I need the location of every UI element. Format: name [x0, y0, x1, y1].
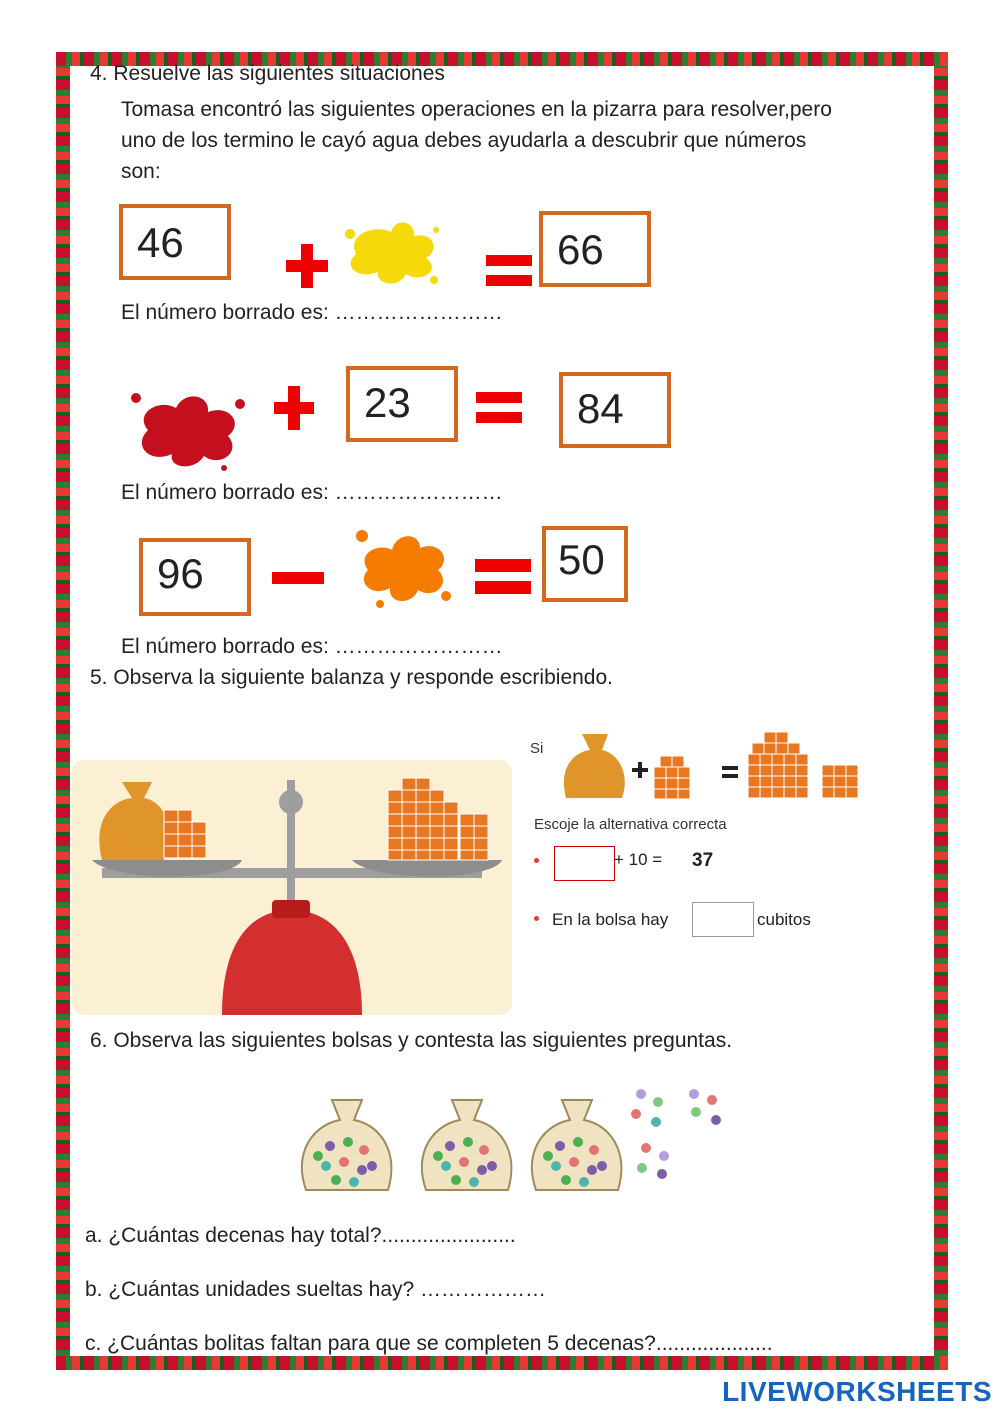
plus-sign-icon — [274, 386, 314, 430]
eq2-answer-label: El número borrado es: …………………… — [121, 481, 503, 504]
result-37: 37 — [692, 850, 714, 871]
equals-sign-icon — [486, 255, 532, 287]
q4-intro-line2: uno de los termino le cayó agua debes ayudarla a descubrir que números — [121, 129, 807, 152]
eq3-answer-label: El número borrado es: …………………… — [121, 635, 503, 658]
plus-sign-icon — [286, 242, 328, 290]
eq1-result-box: 66 — [539, 211, 651, 287]
q6-title: 6. Observa las siguientes bolsas y contesta las siguientes preguntas. — [90, 1029, 733, 1052]
balance-equation-image — [560, 728, 870, 804]
cubitos-input[interactable] — [692, 902, 754, 937]
balance-scale-image — [72, 760, 512, 1015]
si-label: Si — [530, 740, 544, 757]
q4-intro-line1: Tomasa encontró las siguientes operaciones en la pizarra para resolver,pero — [121, 98, 832, 121]
bolsa-label: En la bolsa hay — [552, 910, 669, 929]
eq3-minuend-box: 96 — [139, 538, 251, 616]
equals-sign-icon — [476, 392, 522, 424]
yellow-splash-icon — [336, 214, 446, 288]
q5-title: 5. Observa la siguiente balanza y responde escribiendo. — [90, 666, 613, 689]
eq2-addend-box: 23 — [346, 366, 458, 442]
escoje-label: Escoje la alternativa correcta — [534, 816, 727, 833]
cubitos-label: cubitos — [757, 910, 811, 929]
q6-question-c: c. ¿Cuántas bolitas faltan para que se completen 5 decenas?.................... — [85, 1332, 773, 1355]
bags-of-marbles-image — [296, 1080, 746, 1202]
liveworksheets-logo: LIVEWORKSHEETS — [722, 1376, 992, 1407]
bullet — [534, 858, 539, 863]
bag-value-input[interactable] — [554, 846, 615, 881]
q6-question-a: a. ¿Cuántas decenas hay total?....................... — [85, 1224, 516, 1247]
minus-sign-icon — [272, 572, 324, 586]
q6-question-b: b. ¿Cuántas unidades sueltas hay? ……………… — [85, 1278, 547, 1301]
eq3-result-box: 50 — [542, 526, 628, 602]
eq2-result-box: 84 — [559, 372, 671, 448]
eq1-addend-box: 46 — [119, 204, 231, 280]
orange-splash-icon — [350, 526, 454, 608]
plus-ten-label: + 10 = — [614, 850, 663, 869]
bullet — [534, 916, 539, 921]
q4-intro-line3: son: — [121, 160, 161, 183]
red-splash-icon — [128, 384, 250, 474]
eq1-answer-label: El número borrado es: …………………… — [121, 301, 503, 324]
q4-title: 4. Resuelve las siguientes situaciones — [90, 62, 445, 85]
equals-sign-icon — [475, 559, 531, 595]
